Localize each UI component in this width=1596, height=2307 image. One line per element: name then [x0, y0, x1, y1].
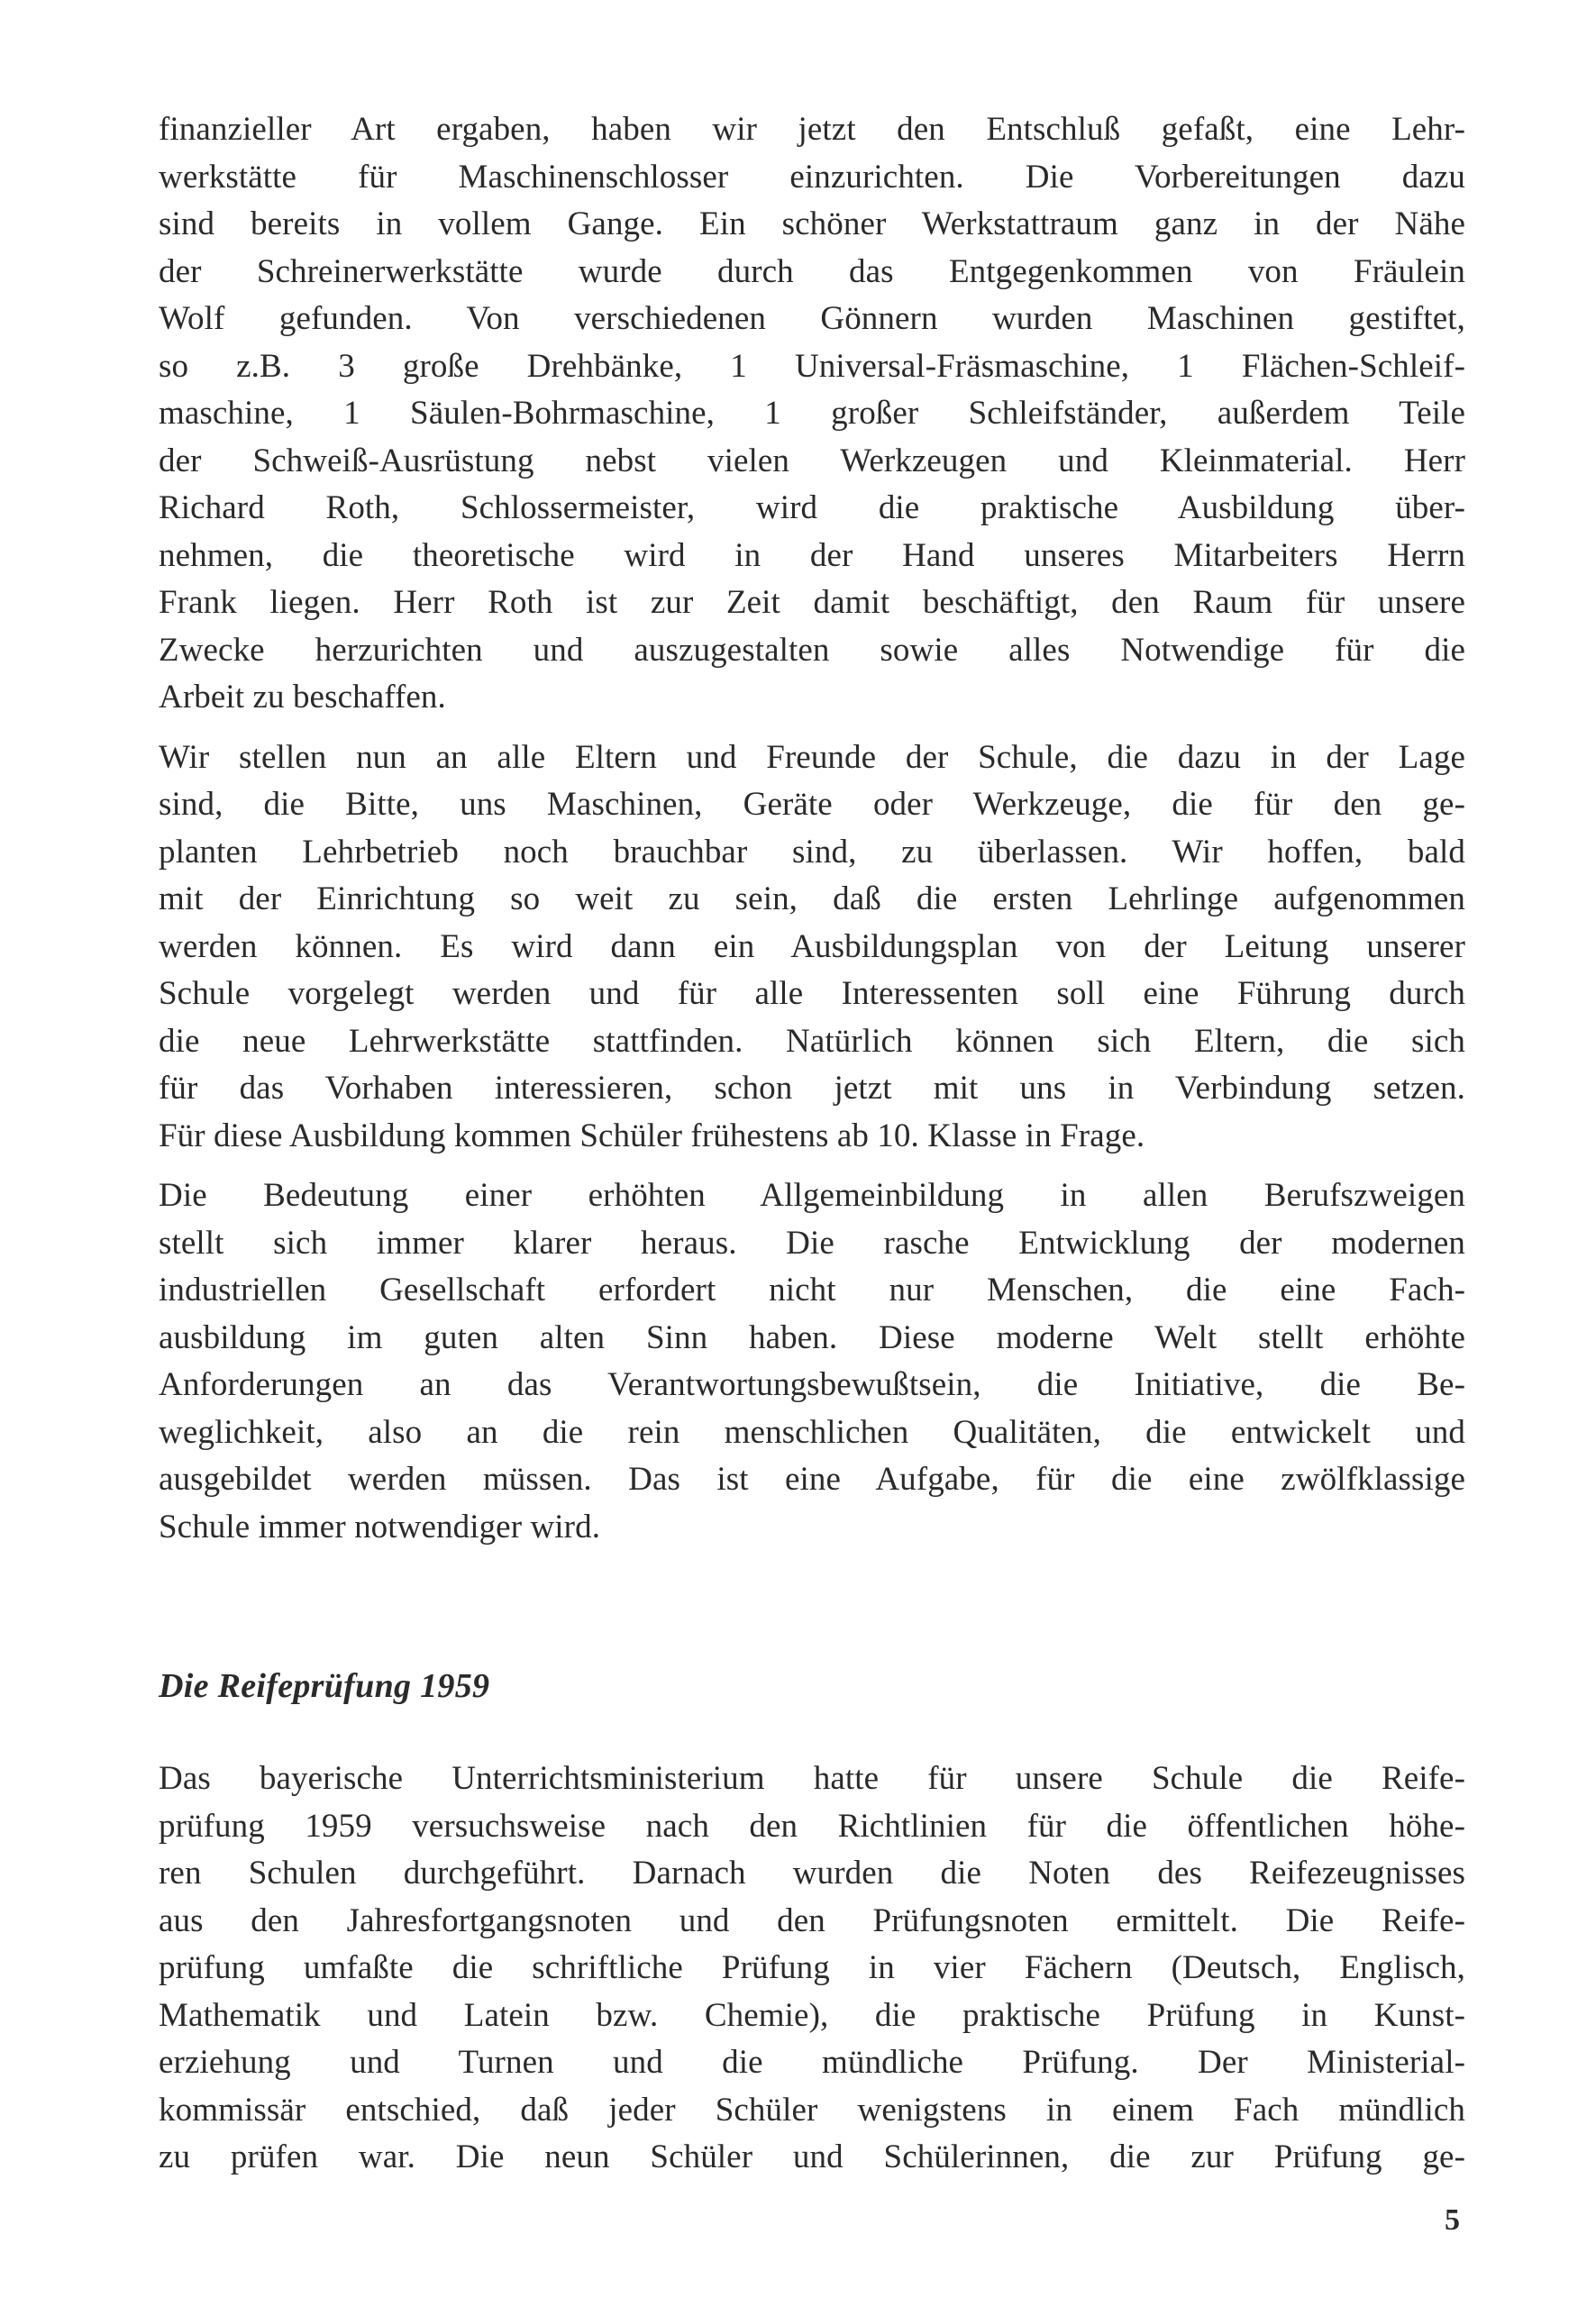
text-line: Anforderungen an das Verantwortungsbewußtsein, die Initiative, die Be- [159, 1366, 1465, 1403]
text-line: nehmen, die theoretische wird in der Hand unseres Mitarbeiters Herrn [159, 536, 1465, 574]
page-number: 5 [1445, 2203, 1460, 2237]
paragraph-spacer [159, 1160, 1465, 1172]
text-line: Richard Roth, Schlossermeister, wird die praktische Ausbildung über- [159, 489, 1465, 526]
text-line: kommissär entschied, daß jeder Schüler wenigstens in einem Fach mündlich [159, 2091, 1465, 2129]
section-heading: Die Reifeprüfung 1959 [159, 1667, 490, 1705]
text-line: Wolf gefunden. Von verschiedenen Gönnern wurden Maschinen gestiftet, [159, 300, 1465, 337]
text-line: ausgebildet werden müssen. Das ist eine Aufgabe, für die eine zwölfklassige [159, 1461, 1465, 1498]
text-line: der Schreinerwerkstätte wurde durch das Entgegenkommen von Fräulein [159, 252, 1465, 290]
paragraph-allgemeinbildung [159, 1172, 1465, 1551]
text-line: Das bayerische Unterrichtsministerium hatte für unsere Schule die Reife- [159, 1760, 1465, 1797]
paragraph-appeal [159, 734, 1465, 1161]
paragraph-spacer [159, 722, 1465, 734]
text-line: Schule immer notwendiger wird. [159, 1508, 601, 1546]
text-line: stellt sich immer klarer heraus. Die rasche Entwicklung der modernen [159, 1224, 1465, 1262]
text-line: Wir stellen nun an alle Eltern und Freunde der Schule, die dazu in der Lage [159, 738, 1465, 776]
text-line: aus den Jahresfortgangsnoten und den Prüfungsnoten ermittelt. Die Reife- [159, 1901, 1465, 1939]
text-line: industriellen Gesellschaft erfordert nicht nur Menschen, die eine Fach- [159, 1272, 1465, 1309]
text-line: so z.B. 3 große Drehbänke, 1 Universal-Fräsmaschine, 1 Flächen-Schleif- [159, 347, 1465, 385]
text-line: maschine, 1 Säulen-Bohrmaschine, 1 großer Schleifständer, außerdem Teile [159, 395, 1465, 432]
text-line: weglichkeit, also an die rein menschlichen Qualitäten, die entwickelt und [159, 1413, 1465, 1451]
text-line: Zwecke herzurichten und auszugestalten sowie alles Notwendige für die [159, 631, 1465, 669]
text-line: ren Schulen durchgeführt. Darnach wurden die Noten des Reifezeugnisses [159, 1855, 1465, 1892]
text-line: werden können. Es wird dann ein Ausbildungsplan von der Leitung unserer [159, 927, 1465, 965]
text-line: die neue Lehrwerkstätte stattfinden. Natürlich können sich Eltern, die sich [159, 1022, 1465, 1060]
text-line: prüfung umfaßte die schriftliche Prüfung in vier Fächern (Deutsch, Englisch, [159, 1949, 1465, 1986]
text-line: sind bereits in vollem Gange. Ein schöner Werkstattraum ganz in der Nähe [159, 205, 1465, 242]
text-line: Mathematik und Latein bzw. Chemie), die praktische Prüfung in Kunst- [159, 1996, 1465, 2034]
text-line: zu prüfen war. Die neun Schüler und Schülerinnen, die zur Prüfung ge- [159, 2138, 1465, 2175]
text-line: Für diese Ausbildung kommen Schüler frühestens ab 10. Klasse in Frage. [159, 1117, 1145, 1154]
section-lehrwerkstaette [159, 106, 1465, 1551]
paragraph-reifepruefung [159, 1755, 1465, 2182]
text-line: mit der Einrichtung so weit zu sein, daß die ersten Lehrlinge aufgenommen [159, 880, 1465, 917]
text-line: ausbildung im guten alten Sinn haben. Diese moderne Welt stellt erhöhte [159, 1318, 1465, 1356]
text-line: prüfung 1959 versuchsweise nach den Richtlinien für die öffentlichen höhe- [159, 1807, 1465, 1845]
text-line: Frank liegen. Herr Roth ist zur Zeit damit beschäftigt, den Raum für unsere [159, 584, 1465, 621]
text-line: werkstätte für Maschinenschlosser einzurichten. Die Vorbereitungen dazu [159, 158, 1465, 196]
text-line: finanzieller Art ergaben, haben wir jetzt den Entschluß gefaßt, eine Lehr- [159, 111, 1465, 148]
text-line: der Schweiß-Ausrüstung nebst vielen Werkzeugen und Kleinmaterial. Herr [159, 442, 1465, 479]
text-line: Schule vorgelegt werden und für alle Interessenten soll eine Führung durch [159, 975, 1465, 1012]
section-reifepruefung [159, 1755, 1465, 2182]
text-line: sind, die Bitte, uns Maschinen, Geräte oder Werkzeuge, die für den ge- [159, 786, 1465, 823]
text-line: für das Vorhaben interessieren, schon jetzt mit uns in Verbindung setzen. [159, 1070, 1465, 1107]
text-line: Die Bedeutung einer erhöhten Allgemeinbildung in allen Berufszweigen [159, 1177, 1465, 1214]
text-line: planten Lehrbetrieb noch brauchbar sind, zu überlassen. Wir hoffen, bald [159, 833, 1465, 871]
paragraph-lehrwerkstaette [159, 106, 1465, 722]
text-line: erziehung und Turnen und die mündliche Prüfung. Der Ministerial- [159, 2044, 1465, 2081]
text-line: Arbeit zu beschaffen. [159, 679, 446, 716]
